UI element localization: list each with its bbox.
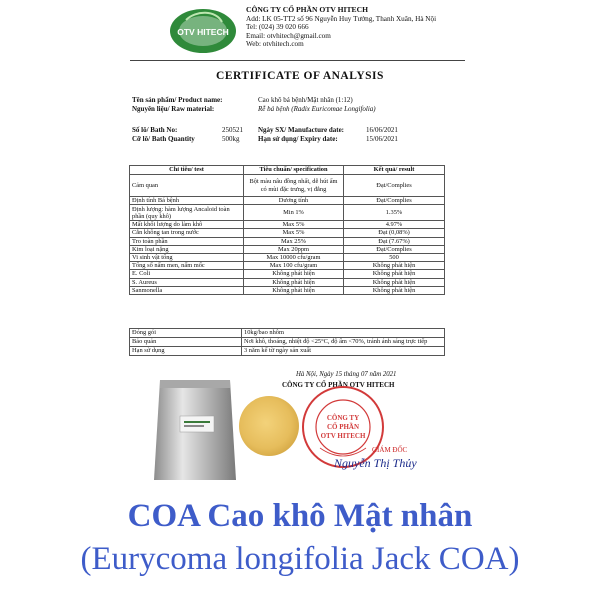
table-row	[130, 329, 445, 338]
result-cell: Không phát hiện	[344, 262, 445, 270]
pack-value-cell: 10kg/bao nhôm	[242, 329, 445, 338]
issue-date: Hà Nội, Ngày 15 tháng 07 năm 2021	[296, 371, 397, 378]
result-cell: Không phát hiện	[344, 278, 445, 286]
spec-cell: Max 20ppm	[244, 245, 344, 253]
spec-cell: Dương tính	[244, 197, 344, 205]
company-email: Email: otvhitech@gmail.com	[246, 31, 331, 40]
expiry-date-label: Hạn sử dụng/ Expiry date:	[258, 135, 338, 143]
batch-label: Số lô/ Bath No:	[132, 126, 178, 134]
result-cell: Đạt/Complies	[344, 245, 445, 253]
test-cell: Mất khối lượng do làm khô	[130, 221, 244, 229]
company-name: CÔNG TY CỔ PHẦN OTV HITECH	[246, 5, 369, 14]
spec-cell: Không phát hiện	[244, 270, 344, 278]
signoff-company: CÔNG TY CỔ PHẦN OTV HITECH	[282, 381, 395, 389]
table-row	[130, 338, 445, 347]
table-row	[130, 347, 445, 356]
pack-value-cell: 3 năm kể từ ngày sản xuất	[242, 347, 445, 356]
test-cell: Sanmonella	[130, 286, 244, 294]
spec-cell: Max 5%	[244, 221, 344, 229]
table-row	[130, 254, 445, 262]
result-cell: 4.97%	[344, 221, 445, 229]
test-cell: Tổng số nấm men, nấm mốc	[130, 262, 244, 270]
product-name-value: Cao khô bá bệnh/Mật nhân (1:12)	[258, 96, 353, 104]
col-spec-header: Tiêu chuẩn/ specification	[244, 166, 344, 175]
pack-key-cell: Hạn sử dụng	[130, 347, 242, 356]
packaging-table	[129, 328, 445, 356]
result-cell: Đạt (7.67%)	[344, 237, 445, 245]
table-row	[130, 270, 445, 278]
stamp-line-1: CÔNG TY	[326, 414, 360, 422]
table-row	[130, 262, 445, 270]
table-row	[130, 221, 445, 229]
table-row	[130, 237, 445, 245]
caption-subtitle: (Eurycoma longifolia Jack COA)	[80, 541, 520, 577]
expiry-date-value: 15/06/2021	[366, 135, 398, 143]
spec-cell: Không phát hiện	[244, 278, 344, 286]
mfg-date-value: 16/06/2021	[366, 126, 398, 134]
spec-cell: Không phát hiện	[244, 286, 344, 294]
table-row	[130, 175, 445, 197]
raw-material-label: Nguyên liệu/ Raw material:	[132, 105, 215, 113]
batch-qty-value: 500kg	[222, 135, 240, 143]
test-cell: Cảm quan	[130, 175, 244, 197]
test-cell: Tro toàn phần	[130, 237, 244, 245]
test-cell: Kim loại nặng	[130, 245, 244, 253]
table-row	[130, 205, 445, 221]
mfg-date-label: Ngày SX/ Manufacture date:	[258, 126, 345, 134]
col-test-header: Chỉ tiêu/ test	[130, 166, 244, 175]
test-cell: E. Coli	[130, 270, 244, 278]
stamp-line-2: CỔ PHẦN	[326, 423, 360, 431]
result-cell: Đạt/Complies	[344, 197, 445, 205]
director-title: GIÁM ĐỐC	[372, 446, 408, 454]
table-row	[130, 278, 445, 286]
result-cell: 1.35%	[344, 205, 445, 221]
director-signature: Nguyễn Thị Thủy	[334, 456, 417, 470]
product-bag-image	[150, 374, 240, 486]
result-cell: 500	[344, 254, 445, 262]
caption-title: COA Cao khô Mật nhân	[127, 498, 473, 534]
pack-key-cell: Bảo quản	[130, 338, 242, 347]
company-tel: Tel: (024) 39 020 666	[246, 23, 309, 32]
company-web: Web: otvhitech.com	[246, 40, 304, 49]
certificate-title: CERTIFICATE OF ANALYSIS	[216, 70, 384, 82]
table-row	[130, 245, 445, 253]
stamp-line-3: OTV HITECH	[320, 432, 366, 440]
table-row	[130, 286, 445, 294]
spec-cell: Max 100 cfu/gram	[244, 262, 344, 270]
product-name-label: Tên sản phẩm/ Product name:	[132, 96, 223, 104]
test-cell: Vi sinh vật tổng	[130, 254, 244, 262]
logo-text: OTV HITECH	[177, 27, 229, 37]
batch-qty-label: Cỡ lô/ Bath Quantity	[132, 135, 195, 143]
pack-value-cell: Nơi khô, thoáng, nhiệt độ <25°C, độ ẩm <70%, tránh ánh sáng trực tiếp	[242, 338, 445, 347]
spec-cell: Max 10000 cfu/gram	[244, 254, 344, 262]
spec-cell: Max 25%	[244, 237, 344, 245]
spec-cell: Max 5%	[244, 229, 344, 237]
pack-key-cell: Đóng gói	[130, 329, 242, 338]
result-cell: Không phát hiện	[344, 286, 445, 294]
company-header	[246, 6, 436, 49]
batch-value: 250521	[222, 126, 243, 134]
table-row	[130, 197, 445, 205]
table-row	[130, 229, 445, 237]
spec-cell: Bột màu nâu đồng nhất, dễ hút ẩm có mùi đặc trưng, vị đắng	[244, 175, 344, 197]
header-divider	[130, 60, 465, 61]
spec-cell: Min 1%	[244, 205, 344, 221]
test-cell: Định lượng: hàm lượng Ancaloid toàn phần (quy khô)	[130, 205, 244, 221]
result-cell: Đạt/Complies	[344, 175, 445, 197]
test-cell: Định tính Bá bệnh	[130, 197, 244, 205]
test-cell: Cắn không tan trong nước	[130, 229, 244, 237]
table-header-row	[130, 166, 445, 175]
company-address: Add: LK 05-TT2 số 96 Nguyễn Huy Tưởng, Thanh Xuân, Hà Nội	[246, 14, 437, 23]
result-cell: Không phát hiện	[344, 270, 445, 278]
specification-table	[129, 165, 445, 295]
result-cell: Đạt (0,08%)	[344, 229, 445, 237]
otv-hitech-logo	[168, 6, 238, 56]
powder-sample-image	[237, 392, 301, 458]
test-cell: S. Aureus	[130, 278, 244, 286]
col-result-header: Kết quả/ result	[344, 166, 445, 175]
raw-material-value: Rễ bá bệnh (Radix Euricomae Longifolia)	[258, 105, 376, 113]
